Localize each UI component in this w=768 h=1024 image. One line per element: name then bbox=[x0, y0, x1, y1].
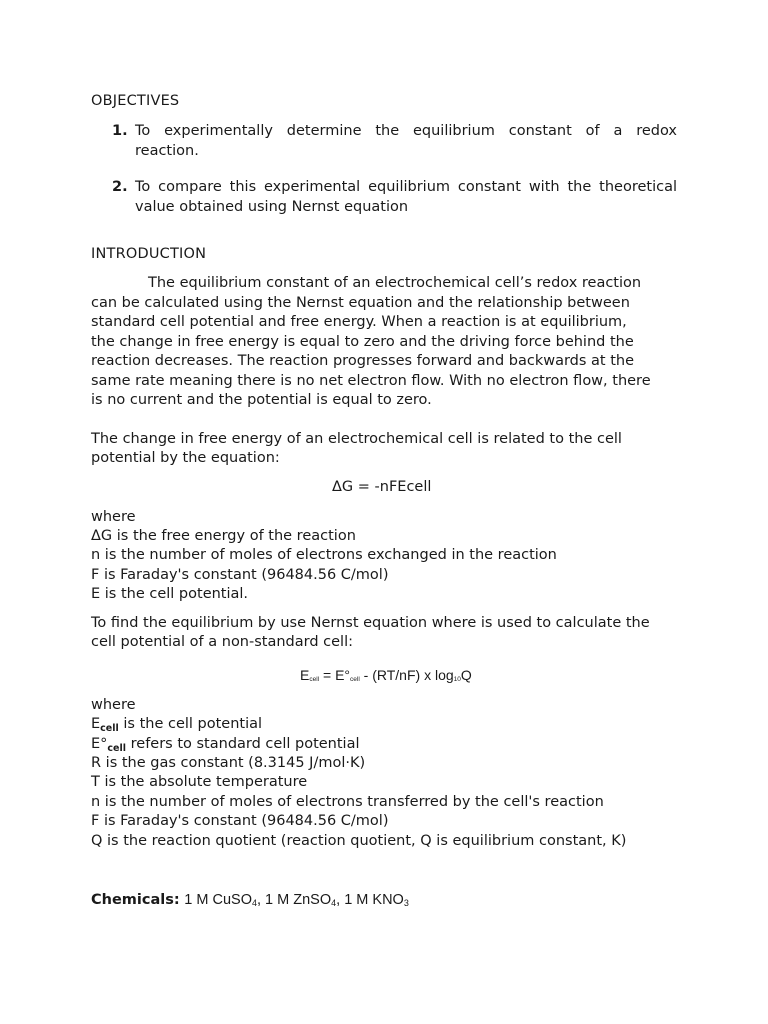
intro-para2-line: potential by the equation: bbox=[91, 450, 280, 466]
where2-line: R is the gas constant (8.3145 J/mol·K) bbox=[91, 755, 366, 771]
where1-line: E is the cell potential. bbox=[91, 586, 249, 602]
intro-para1-line: The equilibrium constant of an electrochemical cell’s redox reaction bbox=[148, 275, 642, 291]
objective-2-line2: value obtained using Nernst equation bbox=[135, 199, 409, 215]
where2-line: T is the absolute temperature bbox=[91, 774, 308, 790]
intro-para1-line: is no current and the potential is equal to zero. bbox=[91, 392, 432, 408]
where2-ecell-line: $E_{cell}$ is the cell potential bbox=[91, 716, 263, 734]
intro-para3-line: To find the equilibrium by use Nernst equation where is used to calculate the bbox=[91, 615, 650, 631]
objectives-heading: OBJECTIVES bbox=[91, 93, 180, 109]
introduction-heading: INTRODUCTION bbox=[91, 246, 207, 262]
where2-word: where bbox=[91, 697, 136, 713]
objective-1-number: 1. bbox=[112, 123, 128, 139]
intro-para1-line: standard cell potential and free energy. When a reaction is at equilibrium, bbox=[91, 314, 627, 330]
intro-para1-line: the change in free energy is equal to zero and the driving force behind the bbox=[91, 334, 634, 350]
where2-line: Q is the reaction quotient (reaction quotient, Q is equilibrium constant, K) bbox=[91, 833, 627, 849]
objective-1-line1: To experimentally determine the equilibrium constant of a redox bbox=[135, 123, 677, 139]
where1-line: n is the number of moles of electrons exchanged in the reaction bbox=[91, 547, 557, 563]
intro-para1-line: reaction decreases. The reaction progresses forward and backwards at the bbox=[91, 353, 635, 369]
nernst-equation: Ecell = E°cell - (RT/nF) x log10Q bbox=[300, 667, 472, 683]
where1-line: ΔG is the free energy of the reaction bbox=[91, 528, 356, 544]
chemicals-list: 1 M CuSO$_4$, 1 M ZnSO$_4$, 1 M $KNO_3$ bbox=[184, 892, 409, 908]
chemicals-label: Chemicals: bbox=[91, 892, 180, 908]
objective-2-number: 2. bbox=[112, 179, 128, 195]
where1-line: F is Faraday's constant (96484.56 C/mol) bbox=[91, 567, 389, 583]
where1-line: where bbox=[91, 509, 136, 525]
chemicals-line bbox=[91, 892, 409, 908]
where2-e0-line: $E^\circ_{cell}$ refers to standard cell potential bbox=[91, 736, 360, 754]
intro-para2-line: The change in free energy of an electrochemical cell is related to the cell bbox=[91, 431, 622, 447]
intro-para1-line: same rate meaning there is no net electron flow. With no electron flow, there bbox=[91, 373, 651, 389]
where2-line: F is Faraday's constant (96484.56 C/mol) bbox=[91, 813, 389, 829]
where2-line: n is the number of moles of electrons transferred by the cell's reaction bbox=[91, 794, 604, 810]
objective-1-line2: reaction. bbox=[135, 143, 199, 159]
objective-2-line1: To compare this experimental equilibrium constant with the theoretical bbox=[135, 179, 677, 195]
free-energy-equation: ΔG = -nFEcell bbox=[332, 479, 432, 495]
intro-para1-line: can be calculated using the Nernst equation and the relationship between bbox=[91, 295, 630, 311]
intro-para3-line: cell potential of a non-standard cell: bbox=[91, 634, 353, 650]
